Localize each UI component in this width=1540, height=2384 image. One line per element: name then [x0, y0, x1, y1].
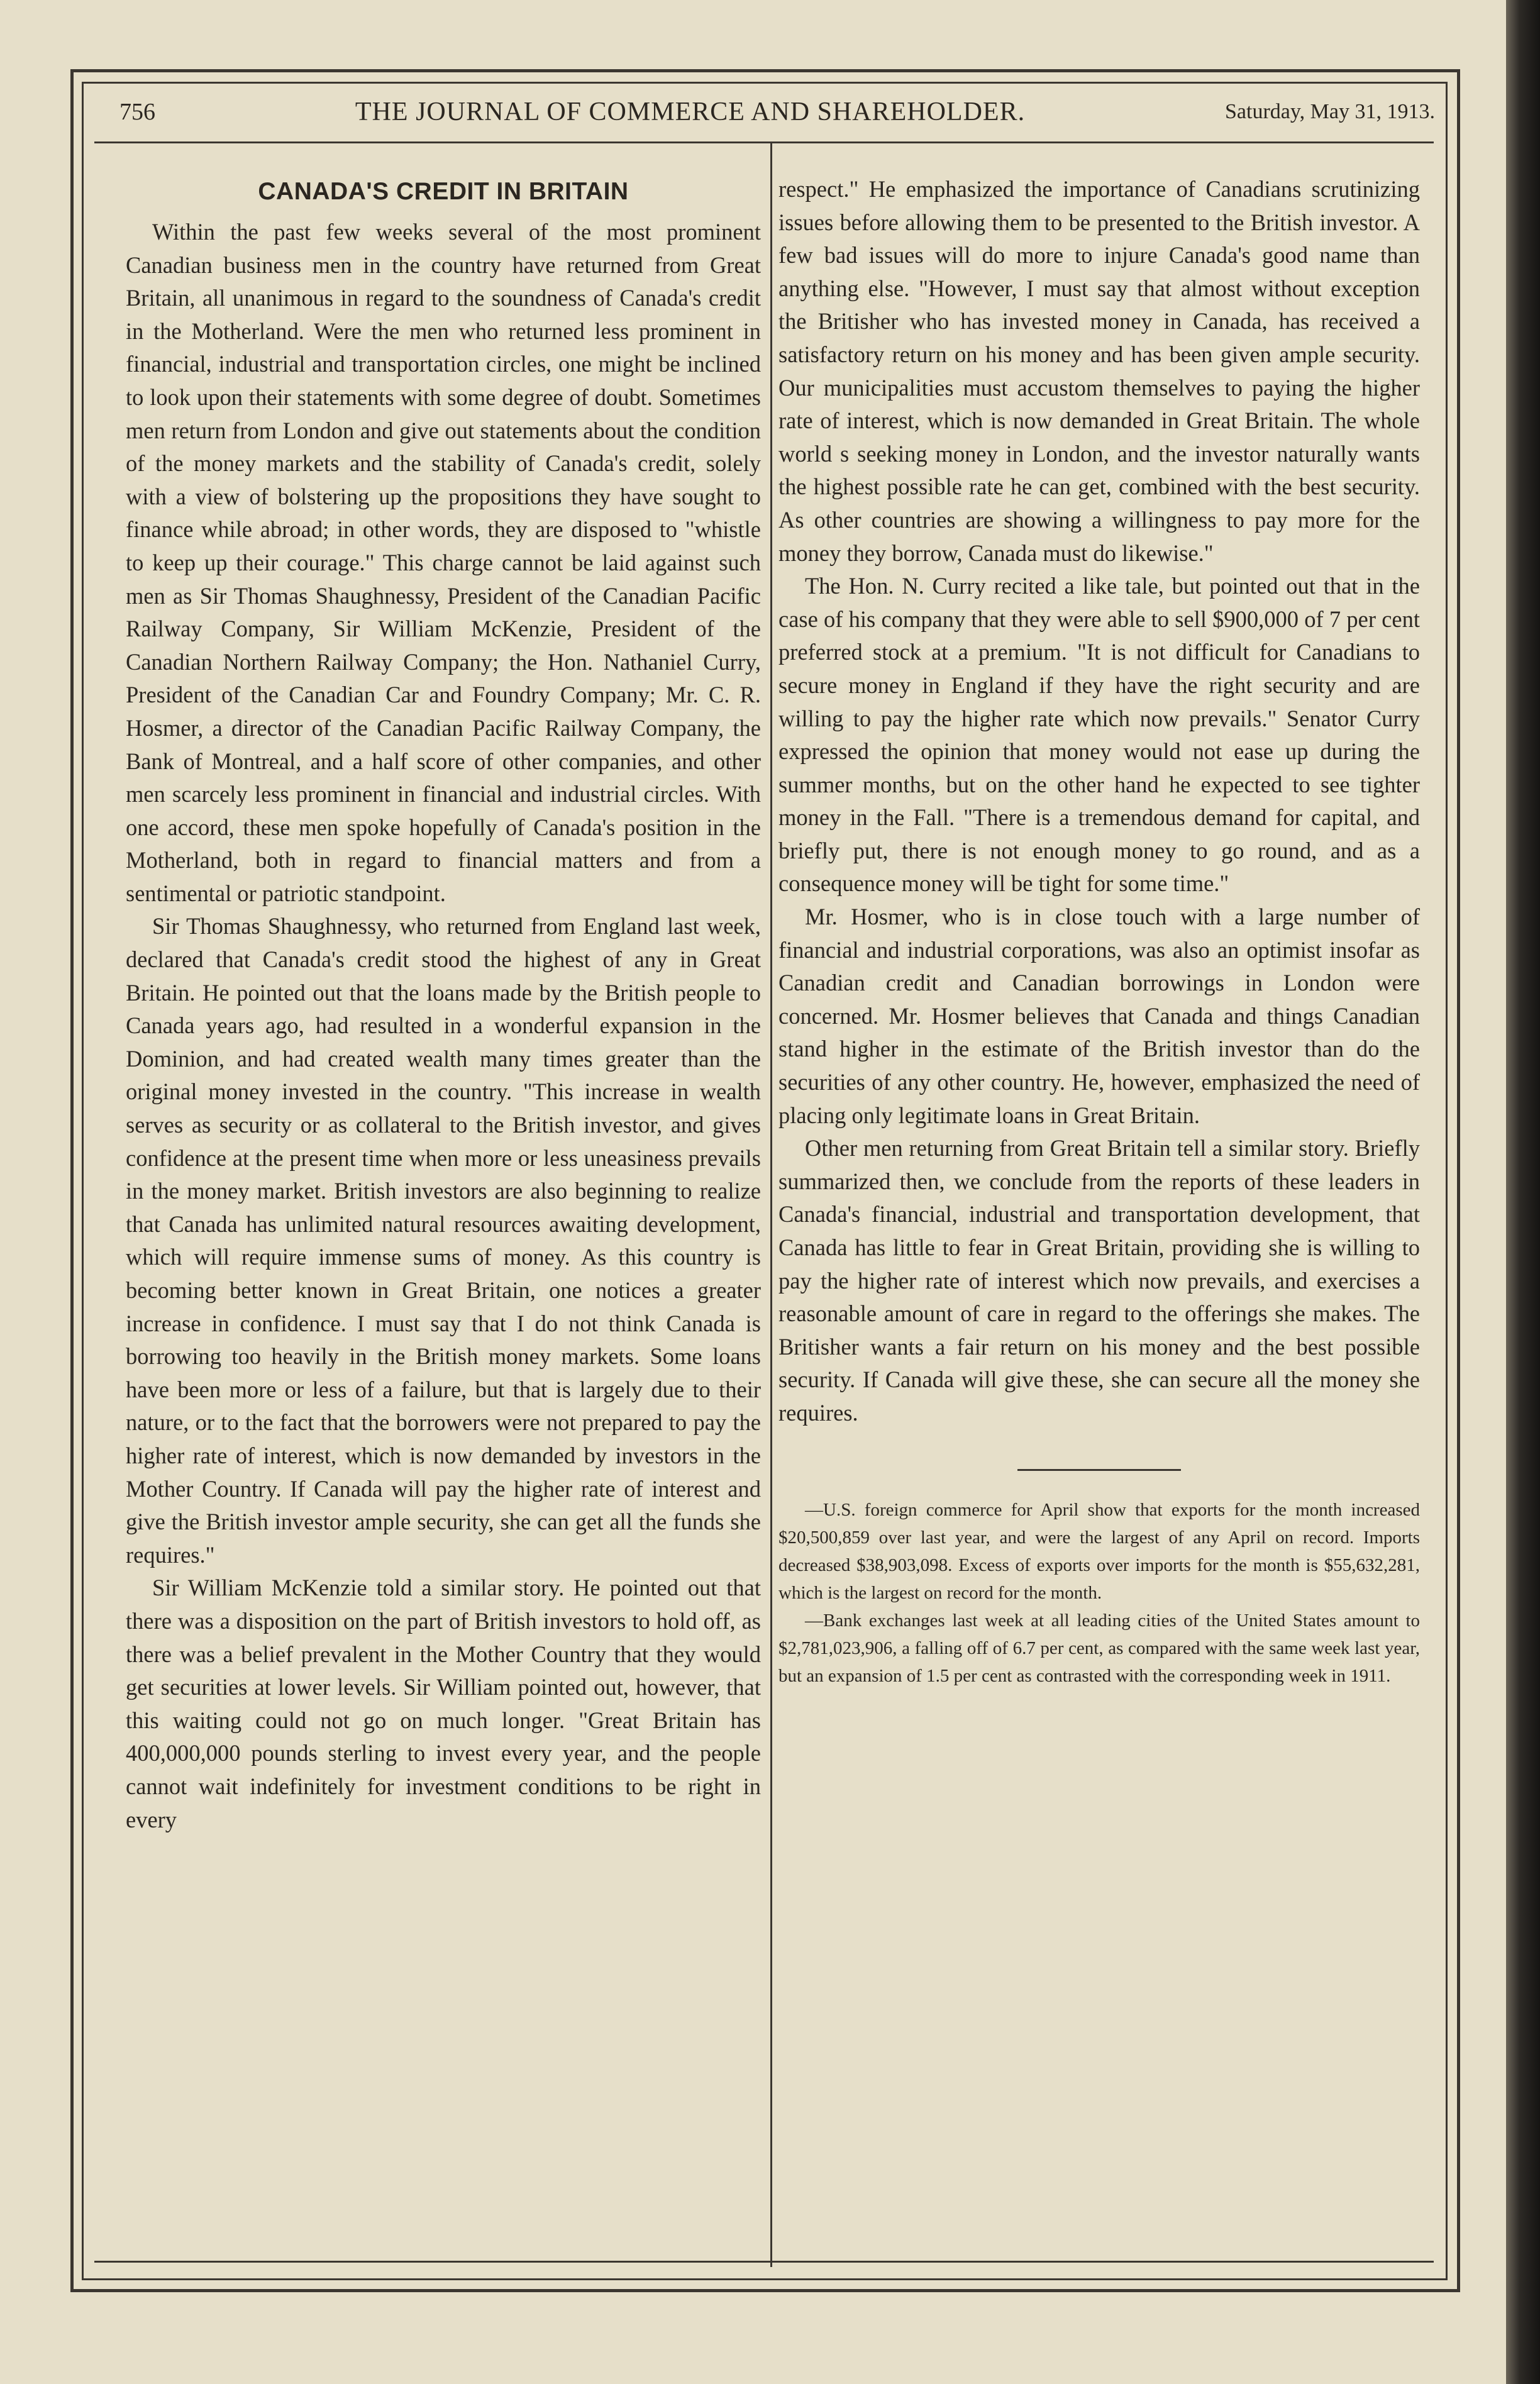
article-title: CANADA'S CREDIT IN BRITAIN — [258, 178, 629, 205]
page-edge-shadow — [1506, 0, 1540, 2384]
article-paragraph: Mr. Hosmer, who is in close touch with a large number of financial and industrial corporations, was also an optimist insofar as Canadian credit and Canadian borrowings in London were concerned. Mr. Hosmer believes that Canada and things Canadian stand higher in the estimate of the British investor than do the securities of any other country. He, however, emphasized the need of placing only legitimate loans in Great Britain. — [778, 904, 1420, 1128]
right-column — [778, 173, 1420, 1690]
article-paragraph: Other men returning from Great Britain tell a similar story. Briefly summarized then, we conclude from the reports of these leaders in Canada's financial, industrial and transportation development, that Canada has little to fear in Great Britain, providing she is willing to pay the higher rate of interest which now prevails, and exercises a reasonable amount of care in regard to the offerings she makes. The Britisher wants a fair return on his money and the best possible security. If Canada will give these, she can secure all the money she requires. — [778, 1135, 1420, 1426]
column-divider — [770, 141, 772, 2267]
issue-date: Saturday, May 31, 1913. — [1225, 100, 1435, 123]
section-divider — [1017, 1469, 1181, 1471]
article-paragraph: Within the past few weeks several of the most prominent Canadian business men in the country have returned from Great Britain, all unanimous in regard to the soundness of Canada's credit in the Motherland. Were the men who returned less prominent in financial, industrial and transportation circles, one might be inclined to look upon their statements with some degree of doubt. Sometimes men return from London and give out statements about the condition of the money markets and the stability of Canada's credit, solely with a view of bolstering up the propositions they have sought to finance while abroad; in other words, they are disposed to "whistle to keep up their courage." This charge cannot be laid against such men as Sir Thomas Shaughnessy, President of the Canadian Pacific Railway Company, Sir William McKenzie, President of the Canadian Northern Railway Company; the Hon. Nathaniel Curry, President of the Canadian Car and Foundry Company; Mr. C. R. Hosmer, a director of the Canadian Pacific Railway Company, the Bank of Montreal, and a half score of other companies, and other men scarcely less prominent in financial and industrial circles. With one accord, these men spoke hopefully of Canada's position in the Motherland, both in regard to financial matters and from a sentimental or patriotic standpoint. — [126, 219, 761, 906]
news-note: —Bank exchanges last week at all leading cities of the United States amount to $2,781,023,906, a falling off of 6.7 per cent, as compared with the same week last year, but an expansion of 1.5 per cent as contrasted with the corresponding week in 1911. — [778, 1610, 1420, 1686]
header-rule — [94, 141, 1434, 143]
journal-title: THE JOURNAL OF COMMERCE AND SHAREHOLDER. — [355, 97, 1026, 126]
article-paragraph: respect." He emphasized the importance of Canadians scrutinizing issues before allowing them to be presented to the British investor. A few bad issues will do more to injure Canada's good name than anything else. "However, I must say that almost without exception the Britisher who has invested money in Canada, has received a satisfactory return on his money and has been given ample security. Our municipalities must accustom themselves to paying the higher rate of interest, which is now demanded in Great Britain. The whole world s seeking money in London, and the investor naturally wants the highest possible rate he can get, combined with the best security. As other countries are showing a willingness to pay more for the money they borrow, Canada must do likewise." — [778, 176, 1420, 566]
left-column — [126, 173, 761, 1836]
article-paragraph: The Hon. N. Curry recited a like tale, but pointed out that in the case of his company that they were able to sell $900,000 of 7 per cent preferred stock at a premium. "It is not difficult for Canadians to secure money in England if they have the right security and are willing to pay the higher rate which now prevails." Senator Curry expressed the opinion that money would not ease up during the summer months, but on the other hand he expected to see tighter money in the Fall. "There is a tremendous demand for capital, and briefly put, there is not enough money to go round, and as a consequence money will be tight for some time." — [778, 573, 1420, 897]
news-note: —U.S. foreign commerce for April show that exports for the month increased $20,500,859 over last year, and were the largest of any April on record. Imports decreased $38,903,098. Excess of exports over imports for the month is $55,632,281, which is the largest on record for the month. — [778, 1499, 1420, 1603]
page-header — [88, 87, 1440, 137]
bottom-rule — [94, 2261, 1434, 2263]
article-paragraph: Sir Thomas Shaughnessy, who returned from England last week, declared that Canada's credit stood the highest of any in Great Britain. He pointed out that the loans made by the British people to Canada years ago, had resulted in a wonderful expansion in the Dominion, and had created wealth many times greater than the original money invested in the country. "This increase in wealth serves as security or as collateral to the British investor, and gives confidence at the present time when more or less uneasiness prevails in the money market. British investors are also beginning to realize that Canada has unlimited natural resources awaiting development, which will require immense sums of money. As this country is becoming better known in Great Britain, one notices a greater increase in confidence. I must say that I do not think Canada is borrowing too heavily in the British money markets. Some loans have been more or less of a failure, but that is largely due to their nature, or to the fact that the borrowers were not prepared to pay the higher rate of interest, which is now demanded by investors in the Mother Country. If Canada will pay the higher rate of interest and give the British investor ample security, she can get all the funds she requires." — [126, 913, 761, 1568]
article-paragraph: Sir William McKenzie told a similar story. He pointed out that there was a disposition on the part of British investors to hold off, as there was a belief prevalent in the Mother Country that they would get securities at lower levels. Sir William pointed out, however, that this waiting could not go on much longer. "Great Britain has 400,000,000 pounds sterling to invest every year, and the people cannot wait indefinitely for investment conditions to be right in every — [126, 1575, 761, 1832]
page-number: 756 — [119, 99, 155, 125]
